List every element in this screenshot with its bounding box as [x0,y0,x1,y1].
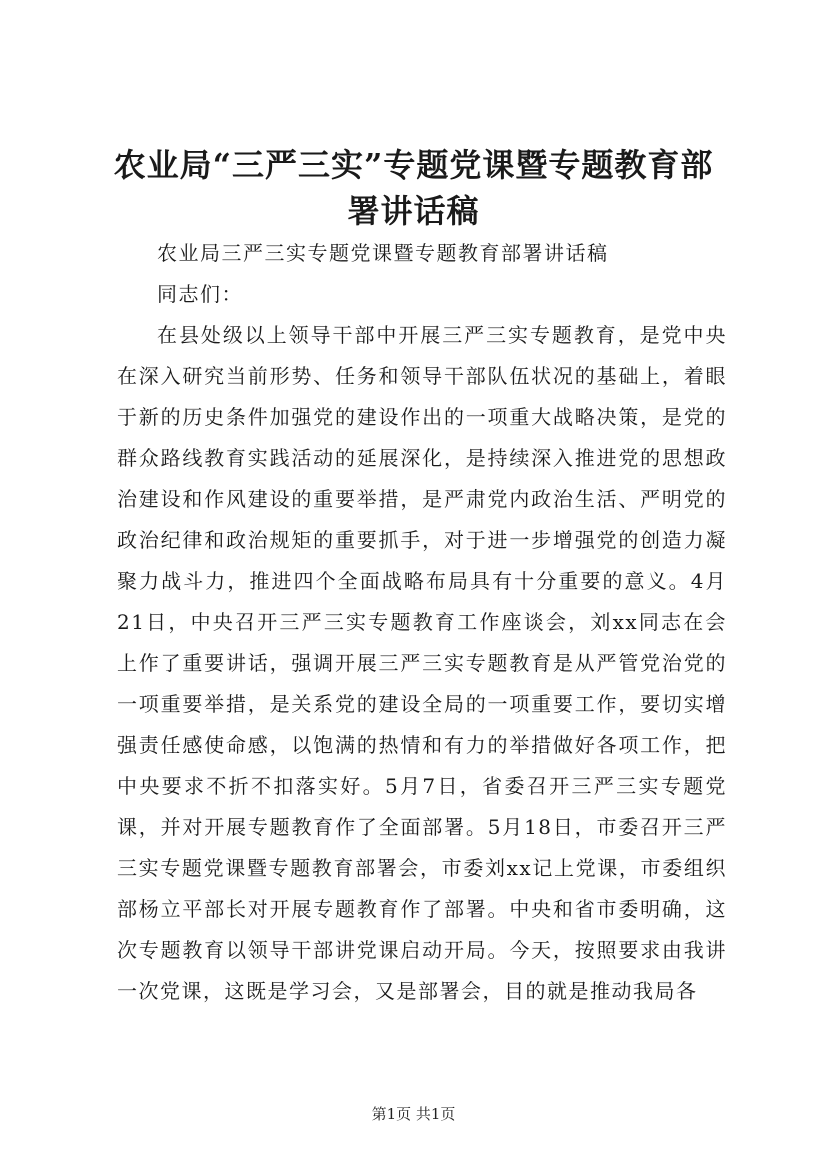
subtitle-line: 农业局三严三实专题党课暨专题教育部署讲话稿 [157,241,609,265]
document-body [117,233,727,1012]
salutation-line: 同志们： [157,282,243,306]
document-title: 农业局“三严三实”专题党课暨专题教育部署讲话稿 [113,146,714,230]
page-footer: 第1页 共1页 [371,1105,456,1123]
body-paragraph: 在县处级以上领导干部中开展三严三实专题教育，是党中央在深入研究当前形势、任务和领导干部队伍状况的基础上，着眼于新的历史条件加强党的建设作出的一项重大战略决策，是党的群众路线教育实践活动的延展深化，是持续深入推进党的思想政治建设和作风建设的重要举措，是严肃党内政治生活、严明党的政治纪律和政治规矩的重要抓手，对于进一步增强党的创造力凝聚力战斗力，推进四个全面战略布局具有十分重要的意义。4月21日，中央召开三严三实专题教育工作座谈会，刘xx同志在会上作了重要讲话，强调开展三严三实专题教育是从严管党治党的一项重要举措，是关系党的建设全局的一项重要工作，要切实增强责任感使命感，以饱满的热情和有力的举措做好各项工作，把中央要求不折不扣落实好。5月7日，省委召开三严三实专题党课，并对开展专题教育作了全面部署。5月18日，市委召开三严三实专题党课暨专题教育部署会，市委刘xx记上党课，市委组织部杨立平部长对开展专题教育作了部署。中央和省市委明确，这次专题教育以领导干部讲党课启动开局。今天，按照要求由我讲一次党课，这既是学习会，又是部署会，目的就是推动我局各 [117,323,727,1003]
